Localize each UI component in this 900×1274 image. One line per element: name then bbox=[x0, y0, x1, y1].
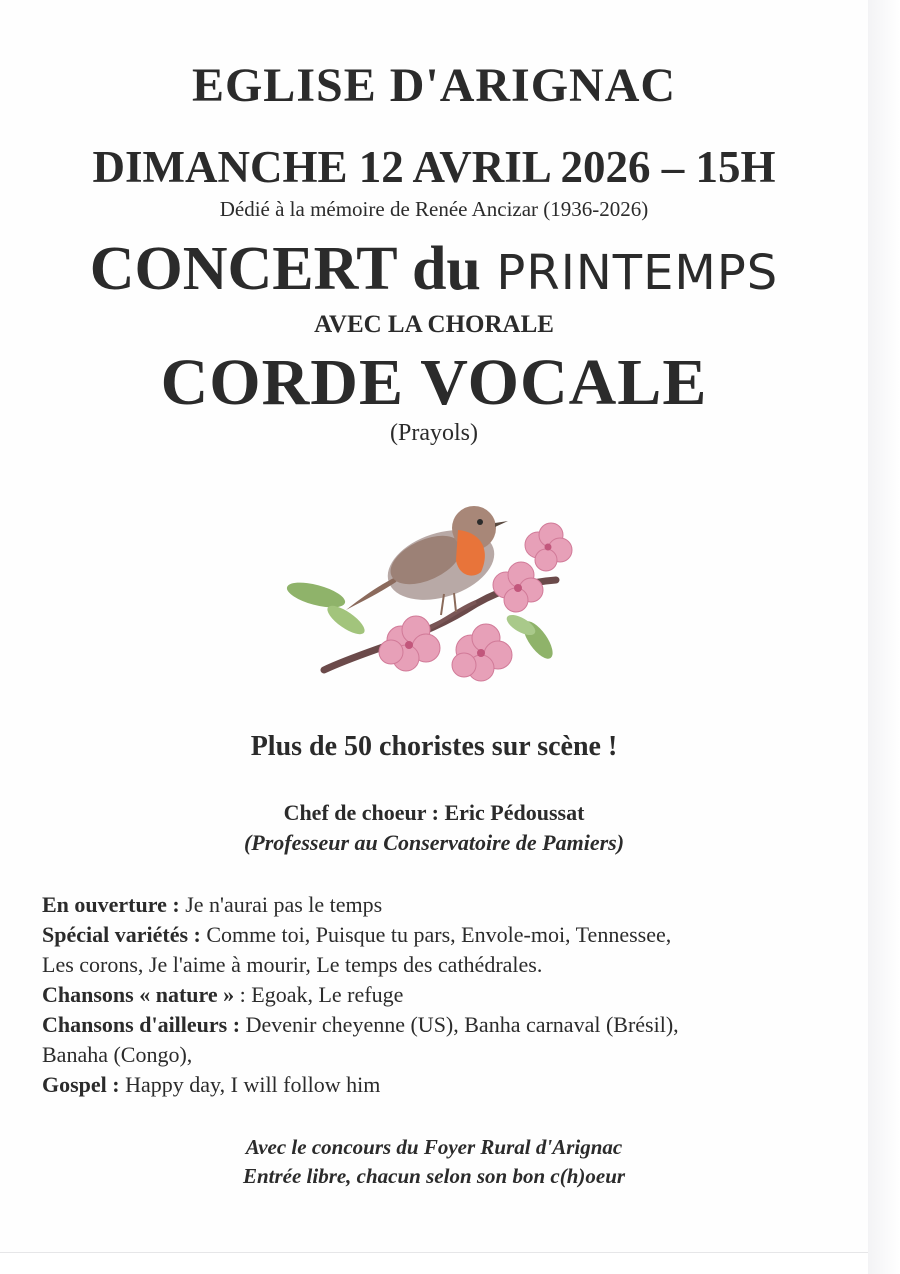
venue-title: EGLISE D'ARIGNAC bbox=[191, 59, 677, 112]
concert-title bbox=[0, 234, 868, 305]
robin-on-blossom-branch-illustration bbox=[276, 490, 596, 700]
with-choir-line: AVEC LA CHORALE bbox=[314, 311, 554, 338]
entry-line: Entrée libre, chacun selon son bon c(h)oeur bbox=[242, 1164, 626, 1188]
program-variety-continued: Les corons, Je l'aime à mourir, Le temps des cathédrales. bbox=[42, 952, 543, 977]
event-date: DIMANCHE 12 AVRIL 2026 – 15H bbox=[92, 142, 776, 192]
scan-edge bbox=[868, 0, 900, 1274]
program-nature bbox=[42, 980, 842, 1010]
program-gospel bbox=[42, 1070, 842, 1100]
program-variety-text: Comme toi, Puisque tu pars, Envole-moi, Tennessee, bbox=[200, 922, 672, 947]
conductor-line: Chef de choeur : Eric Pédoussat bbox=[283, 800, 585, 825]
program-nature-text: : Egoak, Le refuge bbox=[234, 982, 404, 1007]
program-opening-text: Je n'aurai pas le temps bbox=[179, 892, 383, 917]
program-gospel-text: Happy day, I will follow him bbox=[119, 1072, 381, 1097]
program-variety bbox=[42, 920, 842, 950]
program-world bbox=[42, 1010, 842, 1040]
program-world-continued: Banaha (Congo), bbox=[42, 1042, 193, 1067]
partner-line: Avec le concours du Foyer Rural d'Arignac bbox=[245, 1135, 623, 1159]
program-world-label: Chansons d'ailleurs : bbox=[42, 1012, 241, 1037]
program-world-text: Devenir cheyenne (US), Banha carnaval (Brésil), bbox=[240, 1012, 679, 1037]
program-opening-label: En ouverture : bbox=[42, 892, 180, 917]
program-gospel-label: Gospel : bbox=[42, 1072, 120, 1097]
choir-town: (Prayols) bbox=[390, 420, 478, 446]
conductor-role: (Professeur au Conservatoire de Pamiers) bbox=[243, 830, 625, 855]
concert-title-season: PRINTEMPS bbox=[496, 245, 779, 301]
singers-count: Plus de 50 choristes sur scène ! bbox=[250, 731, 618, 762]
program-variety-label: Spécial variétés : bbox=[42, 922, 201, 947]
program-list bbox=[42, 890, 842, 1100]
program-opening bbox=[42, 890, 842, 920]
program-nature-label: Chansons « nature » bbox=[42, 982, 235, 1007]
choir-name: CORDE VOCALE bbox=[160, 346, 708, 419]
concert-title-prefix: CONCERT du bbox=[89, 235, 497, 303]
dedication-line: Dédié à la mémoire de Renée Ancizar (1936-2026) bbox=[219, 197, 649, 221]
